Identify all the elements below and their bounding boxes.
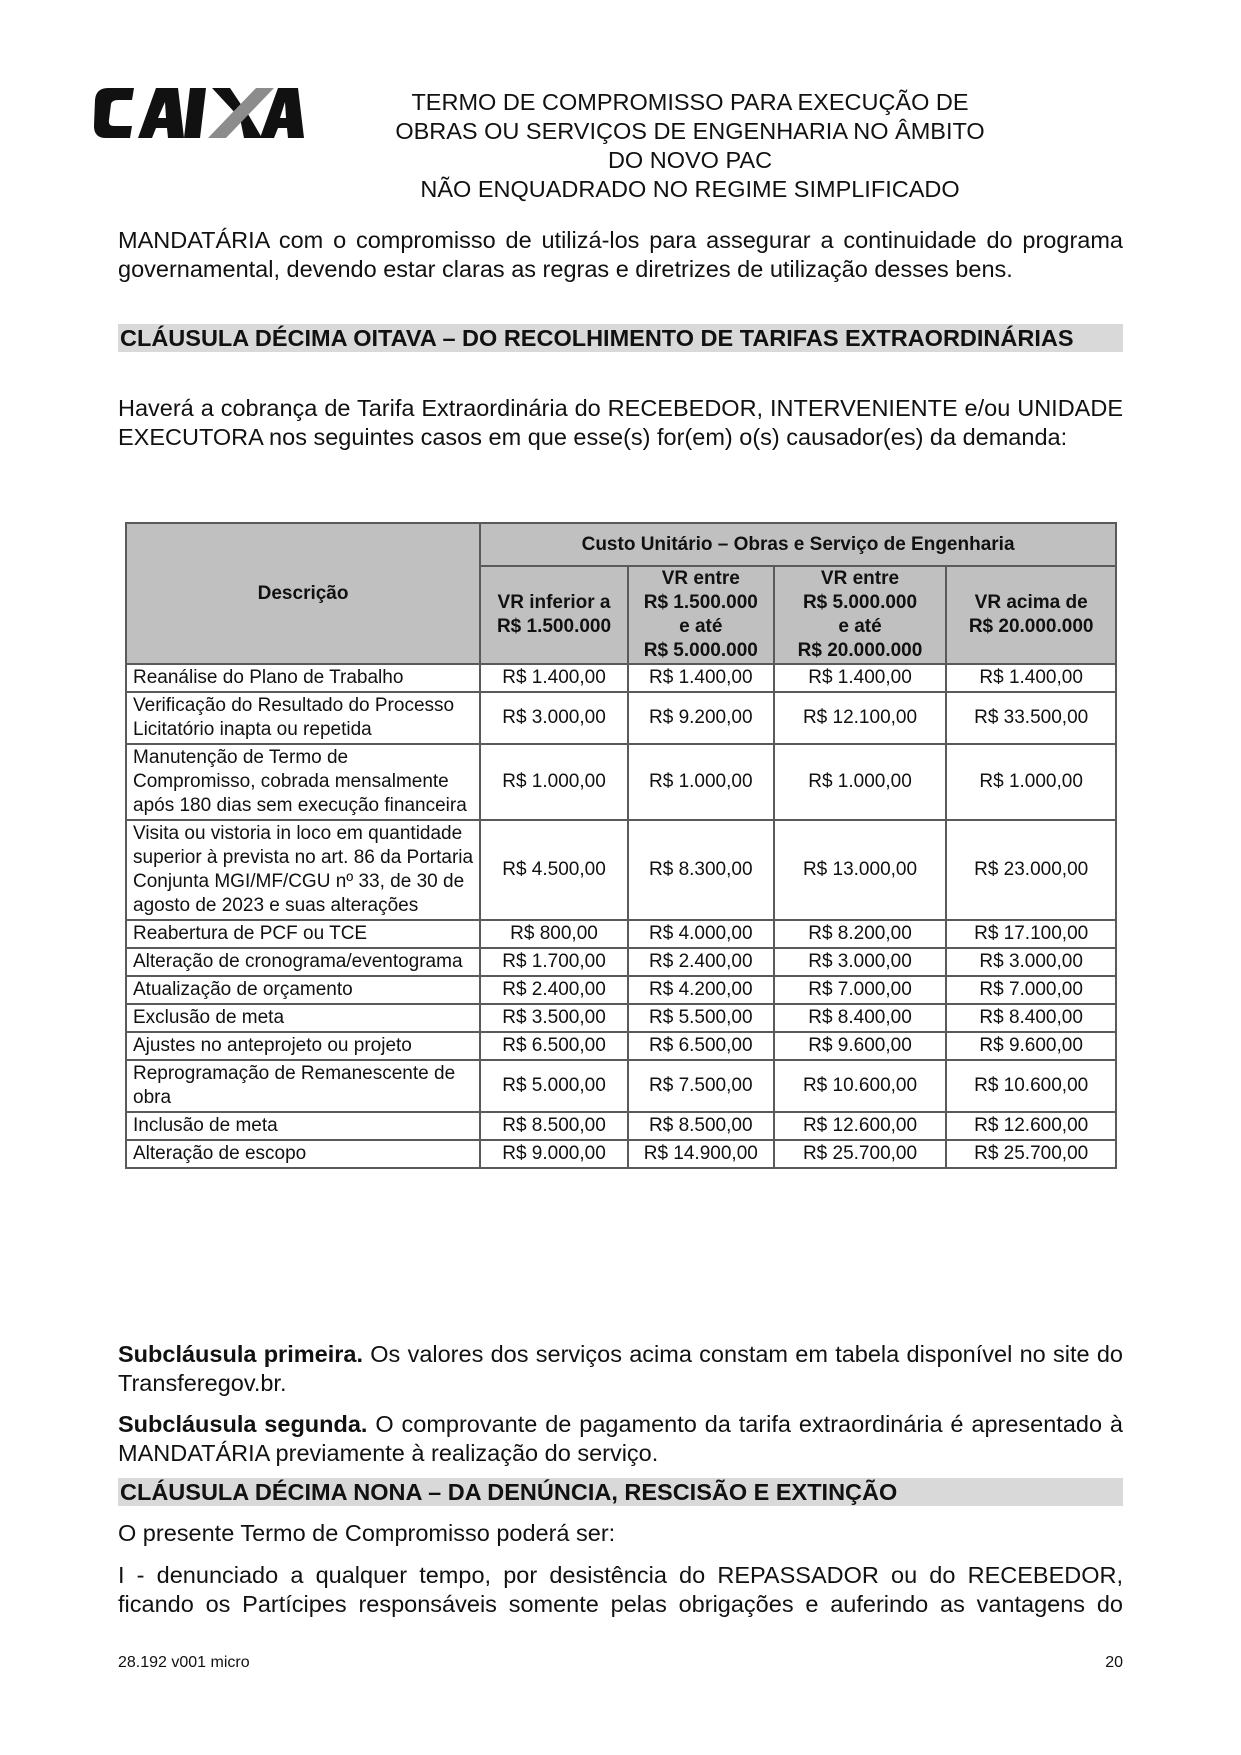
fee-value: R$ 800,00 (480, 920, 628, 948)
subclause-1-lead: Subcláusula primeira. (118, 1341, 363, 1367)
clause-19-item-1: I - denunciado a qualquer tempo, por desistência do REPASSADOR ou do RECEBEDOR, ficando os Partícipes responsáveis somente pelas obrigações e auferindo as vantagens do (118, 1562, 1123, 1617)
table-row (126, 820, 1116, 920)
footer-doc-code: 28.192 v001 micro (118, 1654, 250, 1671)
clause-19-intro-block (118, 1519, 1123, 1548)
column-header (628, 566, 774, 664)
table-row (126, 1060, 1116, 1112)
clause-19-heading: CLÁUSULA DÉCIMA NONA – DA DENÚNCIA, RESCISÃO E EXTINÇÃO (118, 1478, 1123, 1506)
table-row (126, 1112, 1116, 1140)
column-header-line: R$ 1.500.000 (643, 592, 758, 613)
row-description: Reprogramação de Remanescente de obra (126, 1060, 480, 1112)
caixa-logo-letters (94, 88, 304, 138)
fee-value: R$ 6.500,00 (480, 1032, 628, 1060)
column-header (946, 566, 1116, 664)
fee-table-body (126, 664, 1116, 1168)
fee-value: R$ 12.600,00 (946, 1112, 1116, 1140)
column-header (480, 566, 628, 664)
column-header-line: R$ 1.500.000 (496, 616, 612, 637)
row-description: Manutenção de Termo de Compromisso, cobrada mensalmente após 180 dias sem execução financeira (126, 744, 480, 820)
fee-value: R$ 9.200,00 (628, 692, 774, 744)
column-header-line: e até (838, 616, 882, 637)
fee-value: R$ 3.000,00 (774, 948, 947, 976)
table-row (126, 976, 1116, 1004)
fee-value: R$ 2.400,00 (480, 976, 628, 1004)
row-description: Exclusão de meta (126, 1004, 480, 1032)
fee-value: R$ 25.700,00 (774, 1140, 947, 1168)
column-header-line: R$ 20.000.000 (968, 616, 1094, 637)
fee-value: R$ 1.400,00 (628, 664, 774, 692)
cost-group-header: Custo Unitário – Obras e Serviço de Engenharia (480, 523, 1116, 566)
clause-18-heading: CLÁUSULA DÉCIMA OITAVA – DO RECOLHIMENTO DE TARIFAS EXTRAORDINÁRIAS (118, 324, 1123, 352)
fee-value: R$ 8.200,00 (774, 920, 947, 948)
fee-value: R$ 17.100,00 (946, 920, 1116, 948)
row-description: Reanálise do Plano de Trabalho (126, 664, 480, 692)
fee-value: R$ 12.100,00 (774, 692, 947, 744)
fee-value: R$ 3.000,00 (480, 692, 628, 744)
title-line: DO NOVO PAC (607, 147, 773, 173)
column-header-line: VR entre (661, 568, 740, 589)
subclause-1 (118, 1340, 1123, 1398)
clause-19-block (118, 1478, 1123, 1506)
fee-value: R$ 6.500,00 (628, 1032, 774, 1060)
fee-value: R$ 1.000,00 (480, 744, 628, 820)
fee-value: R$ 4.200,00 (628, 976, 774, 1004)
column-header-line: VR acima de (974, 592, 1088, 613)
fee-value: R$ 1.000,00 (774, 744, 947, 820)
column-header (774, 566, 947, 664)
fee-value: R$ 14.900,00 (628, 1140, 774, 1168)
subclause-2-block (118, 1410, 1123, 1468)
clause-19-paragraph: O presente Termo de Compromisso poderá ser: (118, 1520, 616, 1546)
subclause-1-block (118, 1340, 1123, 1398)
subclause-2-lead: Subcláusula segunda. (118, 1411, 368, 1437)
row-description: Verificação do Resultado do Processo Licitatório inapta ou repetida (126, 692, 480, 744)
table-row (126, 948, 1116, 976)
table-row (126, 1032, 1116, 1060)
clause-18-paragraph: Haverá a cobrança de Tarifa Extraordinária do RECEBEDOR, INTERVENIENTE e/ou UNIDADE EXECUTORA nos seguintes casos em que esse(s) for(em) o(s) causador(es) da demanda: (118, 395, 1123, 450)
fee-value: R$ 13.000,00 (774, 820, 947, 920)
fee-value: R$ 9.000,00 (480, 1140, 628, 1168)
table-row (126, 1140, 1116, 1168)
fee-value: R$ 8.300,00 (628, 820, 774, 920)
row-description: Alteração de escopo (126, 1140, 480, 1168)
fee-table (125, 522, 1117, 1169)
row-description: Ajustes no anteprojeto ou projeto (126, 1032, 480, 1060)
table-row (126, 692, 1116, 744)
document-title (360, 88, 1020, 204)
fee-value: R$ 12.600,00 (774, 1112, 947, 1140)
intro-block (118, 226, 1123, 284)
column-header-line: VR entre (820, 568, 900, 589)
fee-value: R$ 9.600,00 (774, 1032, 947, 1060)
row-description: Reabertura de PCF ou TCE (126, 920, 480, 948)
fee-value: R$ 1.400,00 (774, 664, 947, 692)
fee-value: R$ 4.500,00 (480, 820, 628, 920)
column-header-line: R$ 20.000.000 (797, 640, 923, 661)
fee-value: R$ 1.000,00 (628, 744, 774, 820)
fee-value: R$ 2.400,00 (628, 948, 774, 976)
fee-value: R$ 7.500,00 (628, 1060, 774, 1112)
subclause-1-text: Os valores dos serviços acima constam em tabela disponível no site do Transferegov.br. (118, 1341, 1123, 1396)
clause-19-item-block (118, 1561, 1123, 1619)
row-description: Alteração de cronograma/eventograma (126, 948, 480, 976)
title-line: NÃO ENQUADRADO NO REGIME SIMPLIFICADO (420, 176, 960, 202)
title-line: TERMO DE COMPROMISSO PARA EXECUÇÃO DE (411, 89, 969, 115)
clause-18-text-block (118, 394, 1123, 452)
fee-value: R$ 23.000,00 (946, 820, 1116, 920)
subclause-2-text: O comprovante de pagamento da tarifa extraordinária é apresentado à MANDATÁRIA previamente à realização do serviço. (118, 1411, 1123, 1466)
subclause-2 (118, 1410, 1123, 1468)
fee-value: R$ 1.700,00 (480, 948, 628, 976)
row-description: Inclusão de meta (126, 1112, 480, 1140)
fee-value: R$ 3.500,00 (480, 1004, 628, 1032)
fee-value: R$ 4.000,00 (628, 920, 774, 948)
fee-value: R$ 10.600,00 (774, 1060, 947, 1112)
column-header-line: R$ 5.000.000 (643, 640, 758, 661)
fee-value: R$ 10.600,00 (946, 1060, 1116, 1112)
table-row (126, 1004, 1116, 1032)
fee-value: R$ 8.400,00 (774, 1004, 947, 1032)
fee-value: R$ 7.000,00 (946, 976, 1116, 1004)
fee-value: R$ 33.500,00 (946, 692, 1116, 744)
table-row (126, 664, 1116, 692)
column-header-line: R$ 5.000.000 (802, 592, 918, 613)
fee-value: R$ 9.600,00 (946, 1032, 1116, 1060)
clause-18-block (118, 324, 1123, 352)
description-header: Descrição (126, 523, 480, 664)
column-header-line: e até (679, 616, 723, 637)
fee-value: R$ 1.400,00 (480, 664, 628, 692)
fee-value: R$ 7.000,00 (774, 976, 947, 1004)
fee-value: R$ 25.700,00 (946, 1140, 1116, 1168)
row-description: Atualização de orçamento (126, 976, 480, 1004)
fee-value: R$ 8.400,00 (946, 1004, 1116, 1032)
fee-value: R$ 8.500,00 (480, 1112, 628, 1140)
title-line: OBRAS OU SERVIÇOS DE ENGENHARIA NO ÂMBITO (395, 118, 985, 144)
footer-page-number: 20 (1105, 1654, 1123, 1671)
table-row (126, 920, 1116, 948)
fee-value: R$ 8.500,00 (628, 1112, 774, 1140)
caixa-logo (94, 86, 306, 140)
fee-value: R$ 5.000,00 (480, 1060, 628, 1112)
fee-value: R$ 1.000,00 (946, 744, 1116, 820)
fee-value: R$ 5.500,00 (628, 1004, 774, 1032)
intro-paragraph: MANDATÁRIA com o compromisso de utilizá-los para assegurar a continuidade do programa governamental, devendo estar claras as regras e diretrizes de utilização desses bens. (118, 227, 1123, 282)
table-row (126, 744, 1116, 820)
row-description: Visita ou vistoria in loco em quantidade superior à prevista no art. 86 da Portaria Conjunta MGI/MF/CGU nº 33, de 30 de agosto de 2023 e suas alterações (126, 820, 480, 920)
fee-value: R$ 1.400,00 (946, 664, 1116, 692)
column-header-line: VR inferior a (497, 592, 611, 613)
fee-value: R$ 3.000,00 (946, 948, 1116, 976)
